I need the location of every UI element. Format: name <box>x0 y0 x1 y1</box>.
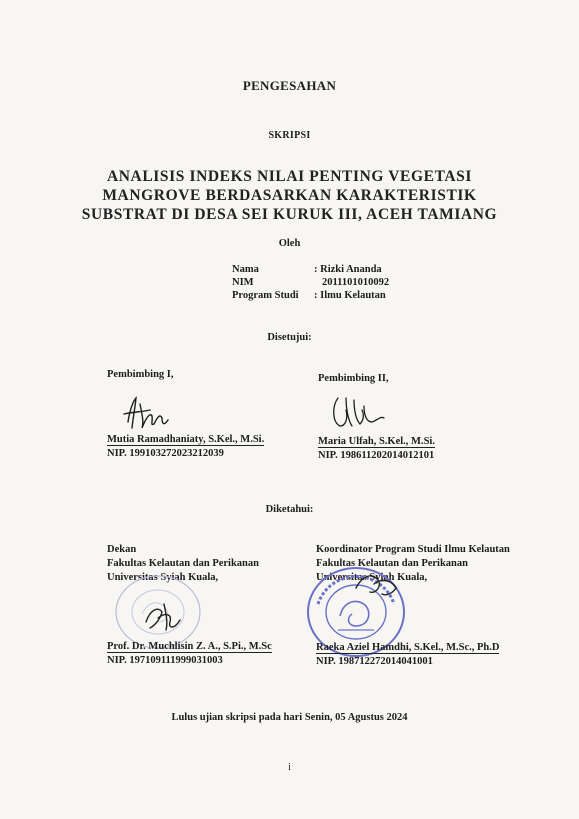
official-2-signature <box>352 566 402 602</box>
supervisor-1-name: Mutia Ramadhaniaty, S.Kel., M.Si. <box>107 434 265 445</box>
document-type: SKRIPSI <box>268 130 311 141</box>
author-nim-label: NIM <box>232 277 254 288</box>
official-2-name: Raeka Aziel Hamdhi, S.Kel., M.Sc., Ph.D <box>316 642 500 653</box>
supervisor-2-nip: NIP. 198611202014012101 <box>318 450 435 461</box>
page-number: i <box>288 762 291 773</box>
author-name-label: Nama <box>232 264 259 275</box>
known-label: Diketahui: <box>265 504 314 515</box>
supervisor-2-signature <box>328 392 388 434</box>
official-2-faculty: Fakultas Kelautan dan Perikanan <box>316 558 468 569</box>
author-by-label: Oleh <box>278 238 301 249</box>
thesis-title-line-3: SUBSTRAT DI DESA SEI KURUK III, ACEH TAMIANG <box>81 206 498 223</box>
supervisor-2-name: Maria Ulfah, S.Kel., M.Si. <box>318 436 435 447</box>
thesis-title-line-1: ANALISIS INDEKS NILAI PENTING VEGETASI <box>106 168 473 185</box>
official-1-signature <box>140 598 190 634</box>
author-program-label: Program Studi <box>232 290 299 301</box>
official-2-university: Universitas Syiah Kuala, <box>316 572 428 583</box>
supervisor-1-role: Pembimbing I, <box>107 369 174 380</box>
thesis-title-line-2: MANGROVE BERDASARKAN KARAKTERISTIK <box>102 187 477 204</box>
supervisor-1-signature <box>120 394 180 434</box>
supervisor-2-role: Pembimbing II, <box>318 373 389 384</box>
official-1-name: Prof. Dr. Muchlisin Z. A., S.Pi., M.Sc <box>107 641 272 652</box>
author-nim-value: 2011101010092 <box>322 277 390 288</box>
author-program-value: : Ilmu Kelautan <box>314 290 386 301</box>
official-1-nip: NIP. 197109111999031003 <box>107 655 223 666</box>
official-2-position: Koordinator Program Studi Ilmu Kelautan <box>316 544 510 555</box>
official-1-university: Universitas Syiah Kuala, <box>107 572 219 583</box>
exam-passed-note: Lulus ujian skripsi pada hari Senin, 05 Agustus 2024 <box>171 712 408 723</box>
page-heading: PENGESAHAN <box>242 78 337 93</box>
official-1-faculty: Fakultas Kelautan dan Perikanan <box>107 558 259 569</box>
author-name-value: : Rizki Ananda <box>314 264 382 275</box>
official-2-nip: NIP. 198712272014041001 <box>316 656 433 667</box>
official-1-position: Dekan <box>107 544 137 555</box>
supervisor-1-nip: NIP. 199103272023212039 <box>107 448 224 459</box>
approved-label: Disetujui: <box>267 332 312 343</box>
